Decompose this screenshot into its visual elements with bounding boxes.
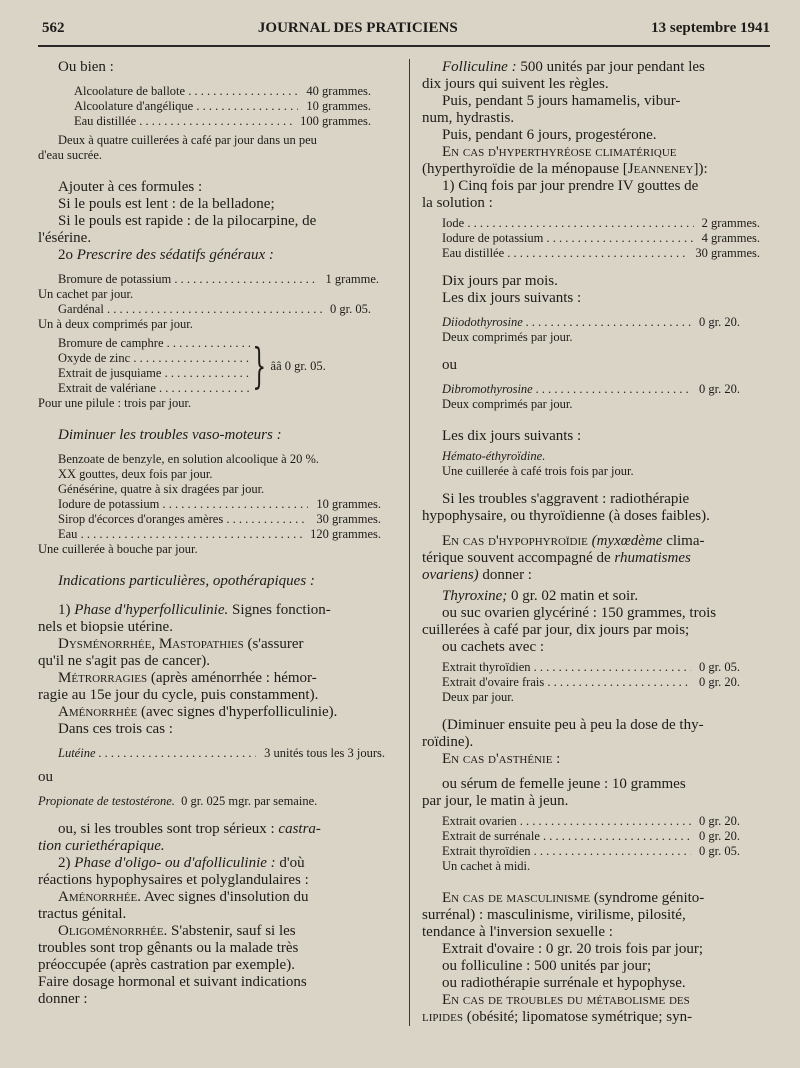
oligo-line-3: préoccupée (après castration par exemple). bbox=[38, 957, 295, 973]
metabolisme-heading: En cas de troubles du métabolisme des bbox=[442, 992, 690, 1008]
pill-note: Pour une pilule : trois par jour. bbox=[38, 396, 192, 410]
ou-line: ou bbox=[38, 769, 53, 785]
gardenal-row: Gardénal . . . 0 gr. 05. bbox=[58, 302, 371, 317]
vaso-note: Une cuillerée à bouche par jour. bbox=[38, 542, 198, 556]
hypophyroidie-line-3: ovariens) donner : bbox=[422, 567, 532, 583]
ou-bien-line: Ou bien : bbox=[58, 59, 114, 75]
dix-jours-suivants-line: Les dix jours suivants : bbox=[442, 290, 582, 306]
ou-line-right: ou bbox=[442, 357, 457, 373]
cinq-fois-line-2: la solution : bbox=[422, 195, 493, 211]
section-2-heading: 2o Prescrire des sédatifs généraux : bbox=[58, 247, 274, 263]
castration-line-2: tion curiethérapique. bbox=[38, 838, 165, 854]
aggravent-line: Si les troubles s'aggravent : radiothérapie bbox=[442, 491, 690, 507]
extrait-2-row-0: Extrait ovarien . . . 0 gr. 20. bbox=[442, 814, 740, 829]
folliculine-line-2: dix jours qui suivent les règles. bbox=[422, 76, 609, 92]
hypophyroidie-line-2: térique souvent accompagné de rhumatismes bbox=[422, 550, 691, 566]
extrait-2-row-2: Extrait thyroïdien . . . 0 gr. 05. bbox=[442, 844, 740, 859]
suc-ovarien-line-2: cuillerées à café par jour, dix jours par mois; bbox=[422, 622, 690, 638]
formula-1-row-0: Alcoolature de ballote . . . 40 grammes. bbox=[74, 84, 371, 99]
hyperthyreose-line-2: (hyperthyroïdie de la ménopause [Jeanneney]): bbox=[422, 161, 708, 177]
phase-1-line-2: nels et biopsie utérine. bbox=[38, 619, 173, 635]
solution-row-0: Iode . . . 2 grammes. bbox=[442, 216, 760, 231]
indications-heading: Indications particulières, opothérapiques : bbox=[58, 573, 315, 589]
puis-line-2: num, hydrastis. bbox=[422, 110, 515, 126]
luteine-row: Lutéine . . . 3 unités tous les 3 jours. bbox=[58, 746, 385, 761]
metrorragies-line-2: ragie au 15e jour du cycle, puis constamment). bbox=[38, 687, 319, 703]
dysmenorrhee-line: Dysménorrhée, Mastopathies (s'assurer bbox=[58, 636, 304, 652]
hypophyroidie-heading: En cas d'hypophyroïdie (myxœdème clima- bbox=[442, 533, 705, 549]
extrait-1-note: Deux par jour. bbox=[442, 690, 514, 704]
vaso-item-2: Eau . . . 120 grammes. bbox=[58, 527, 381, 542]
hyperthyreose-heading: En cas d'hyperthyréose climatérique bbox=[442, 144, 677, 160]
brace-glyph: } bbox=[252, 338, 267, 394]
hemato-note: Une cuillerée à café trois fois par jour. bbox=[442, 464, 634, 478]
cinq-fois-line: 1) Cinq fois par jour prendre IV gouttes de bbox=[442, 178, 699, 194]
formula-1-note: Deux à quatre cuillerées à café par jour dans un peu bbox=[58, 133, 317, 147]
diminuer-line-2: roïdine). bbox=[422, 734, 474, 750]
pill-dose: ââ 0 gr. 05. bbox=[270, 358, 326, 373]
suc-ovarien-line: ou suc ovarien glycériné : 150 grammes, trois bbox=[442, 605, 717, 621]
gardenal-note: Un à deux comprimés par jour. bbox=[38, 317, 193, 331]
masculinisme-line-3: tendance à l'inversion sexuelle : bbox=[422, 924, 613, 940]
masculinisme-line-2: surrénal) : masculinisme, virilisme, pilosité, bbox=[422, 907, 686, 923]
thyroxine-line: Thyroxine; 0 gr. 02 matin et soir. bbox=[442, 588, 639, 604]
masculinisme-heading: En cas de masculinisme (syndrome génito- bbox=[442, 890, 705, 906]
page-number: 562 bbox=[42, 20, 65, 36]
issue-date: 13 septembre 1941 bbox=[651, 20, 770, 36]
vaso-heading: Diminuer les troubles vaso-moteurs : bbox=[58, 427, 282, 443]
phase-1-line: 1) Phase d'hyperfolliculinie. Signes fonction- bbox=[58, 602, 331, 618]
extrait-1-row-0: Extrait thyroïdien . . . 0 gr. 05. bbox=[442, 660, 740, 675]
journal-title: JOURNAL DES PRATICIENS bbox=[257, 20, 458, 36]
article-columns bbox=[38, 59, 770, 1026]
dibromothyrosine-row: Dibromothyrosine . . . 0 gr. 20. bbox=[442, 382, 740, 397]
ovaire-line-2: ou folliculine : 500 unités par jour; bbox=[442, 958, 652, 974]
ovaire-line-3: ou radiothérapie surrénale et hypophyse. bbox=[442, 975, 686, 991]
propionate-row: Propionate de testostérone. 0 gr. 025 mgr. par semaine. bbox=[38, 794, 318, 808]
diiodothyrosine-note: Deux comprimés par jour. bbox=[442, 330, 573, 344]
extrait-2-row-1: Extrait de surrénale . . . 0 gr. 20. bbox=[442, 829, 740, 844]
pill-item-2: Extrait de jusquiame . . . bbox=[58, 366, 250, 381]
phase-2-line: 2) Phase d'oligo- ou d'afolliculinie : d'où bbox=[58, 855, 305, 871]
puis-line-1: Puis, pendant 5 jours hamamelis, vibur- bbox=[442, 93, 681, 109]
solution-row-2: Eau distillée . . . 30 grammes. bbox=[442, 246, 760, 261]
vaso-item-0: Iodure de potassium . . . 10 grammes. bbox=[58, 497, 381, 512]
ovaire-line-1: Extrait d'ovaire : 0 gr. 20 trois fois par jour; bbox=[442, 941, 703, 957]
hemato-line: Hémato-éthyroïdine. bbox=[442, 449, 546, 463]
right-column bbox=[410, 59, 770, 1026]
amenorrhee-2-line: Aménorrhée. Avec signes d'insolution du bbox=[58, 889, 309, 905]
solution-row-1: Iodure de potassium . . . 4 grammes. bbox=[442, 231, 760, 246]
cachets-line: ou cachets avec : bbox=[442, 639, 545, 655]
formula-1-row-2: Eau distillée . . . 100 grammes. bbox=[74, 114, 371, 129]
phase-2-line-2: réactions hypophysaires et polyglandulaires : bbox=[38, 872, 309, 888]
oligo-line-4: Faire dosage hormonal et suivant indications bbox=[38, 974, 307, 990]
amenorrhee-2-line-2: tractus génital. bbox=[38, 906, 127, 922]
bromure-row: Bromure de potassium . . . 1 gramme. bbox=[58, 272, 379, 287]
ajouter-line-3: Si le pouls est rapide : de la pilocarpine, de bbox=[58, 213, 317, 229]
pill-item-1: Oxyde de zinc . . . bbox=[58, 351, 250, 366]
aggravent-line-2: hypophysaire, ou thyroïdienne (à doses faibles). bbox=[422, 508, 710, 524]
asthenie-heading: En cas d'asthénie : bbox=[442, 751, 561, 767]
oligo-line: Oligoménorrhée. S'abstenir, sauf si les bbox=[58, 923, 296, 939]
formula-1-note-2: d'eau sucrée. bbox=[38, 148, 103, 162]
pill-item-3: Extrait de valériane . . . bbox=[58, 381, 250, 396]
puis-line-3: Puis, pendant 6 jours, progestérone. bbox=[442, 127, 657, 143]
serum-line-2: par jour, le matin à jeun. bbox=[422, 793, 569, 809]
pill-item-0: Bromure de camphre . . . bbox=[58, 336, 250, 351]
formula-1 bbox=[38, 84, 399, 129]
page-header bbox=[38, 14, 770, 47]
vaso-item-1: Sirop d'écorces d'oranges amères . . . 30 grammes. bbox=[58, 512, 381, 527]
ajouter-line-1: Ajouter à ces formules : bbox=[58, 179, 203, 195]
dysmenorrhee-line-2: qu'il ne s'agit pas de cancer). bbox=[38, 653, 211, 669]
diiodothyrosine-row: Diiodothyrosine . . . 0 gr. 20. bbox=[442, 315, 740, 330]
ajouter-line-4: l'ésérine. bbox=[38, 230, 92, 246]
oligo-line-5: donner : bbox=[38, 991, 88, 1007]
serum-line: ou sérum de femelle jeune : 10 grammes bbox=[442, 776, 686, 792]
vaso-line-3: Génésérine, quatre à six dragées par jour. bbox=[58, 482, 265, 496]
ajouter-line-2: Si le pouls est lent : de la belladone; bbox=[58, 196, 275, 212]
metrorragies-line: Métrorragies (après aménorrhée : hémor- bbox=[58, 670, 317, 686]
pill-formula bbox=[38, 336, 399, 396]
vaso-line-2: XX gouttes, deux fois par jour. bbox=[58, 467, 213, 481]
castration-line: ou, si les troubles sont trop sérieux : castra- bbox=[58, 821, 321, 837]
metabolisme-line-2: lipides (obésité; lipomatose symétrique; syn- bbox=[422, 1009, 693, 1025]
extrait-1-row-1: Extrait d'ovaire frais . . . 0 gr. 20. bbox=[442, 675, 740, 690]
trois-cas-line: Dans ces trois cas : bbox=[58, 721, 173, 737]
folliculine-line: Folliculine : 500 unités par jour pendant les bbox=[442, 59, 705, 75]
left-column bbox=[38, 59, 410, 1026]
formula-1-row-1: Alcoolature d'angélique . . . 10 grammes. bbox=[74, 99, 371, 114]
dix-jours-line: Dix jours par mois. bbox=[442, 273, 558, 289]
amenorrhee-line: Aménorrhée (avec signes d'hyperfolliculinie). bbox=[58, 704, 338, 720]
oligo-line-2: troubles sont trop gênants ou la malade très bbox=[38, 940, 299, 956]
extrait-2-note: Un cachet à midi. bbox=[442, 859, 531, 873]
vaso-line-1: Benzoate de benzyle, en solution alcoolique à 20 %. bbox=[58, 452, 320, 466]
bromure-note: Un cachet par jour. bbox=[38, 287, 134, 301]
dibromothyrosine-note: Deux comprimés par jour. bbox=[442, 397, 573, 411]
diminuer-line: (Diminuer ensuite peu à peu la dose de thy- bbox=[442, 717, 704, 733]
les-dix-jours-line: Les dix jours suivants : bbox=[442, 428, 582, 444]
